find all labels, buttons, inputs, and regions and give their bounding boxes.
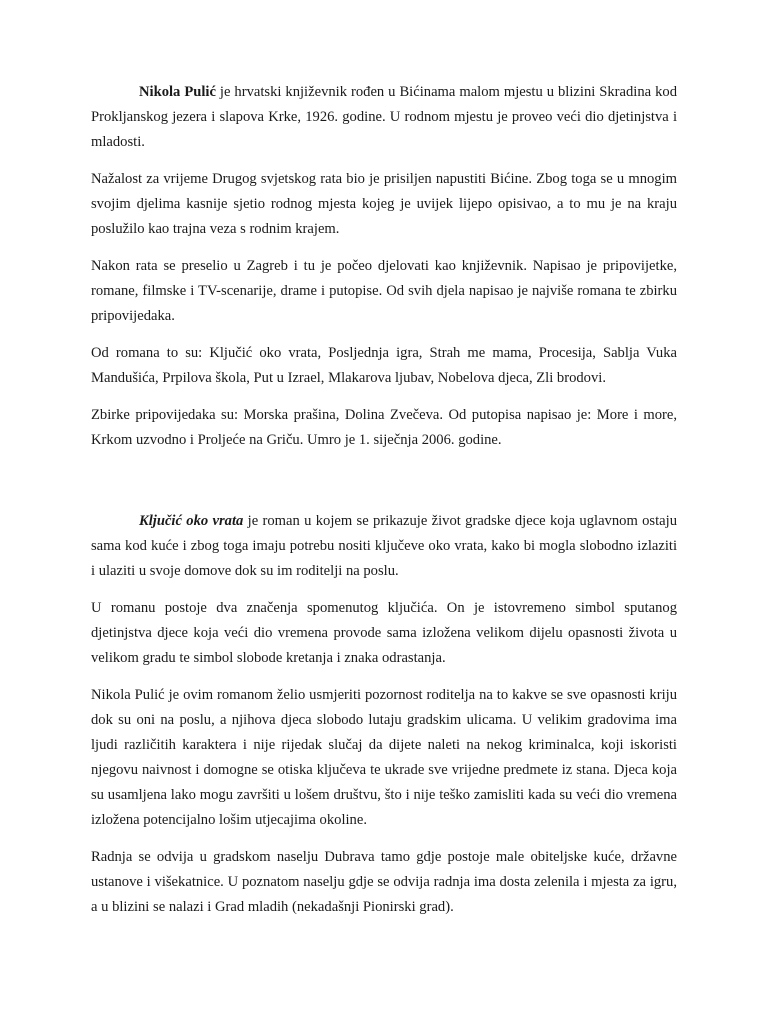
paragraph-stories-travelogues: Zbirke pripovijedaka su: Morska prašina, Dolina Zvečeva. Od putopisa napisao je: More i more, Krkom uzvodno i Proljeće na Griču. Umro je 1. siječnja 2006. godine. bbox=[91, 407, 677, 448]
novel-title: Ključić oko vrata bbox=[139, 513, 244, 529]
section-spacer bbox=[91, 465, 677, 509]
paragraph-author-intro bbox=[91, 80, 677, 155]
paragraph-novels-list: Od romana to su: Ključić oko vrata, Posljednja igra, Strah me mama, Procesija, Sablja Vuka Mandušića, Prpilova škola, Put u Izrael, Mlakarova ljubav, Nobelova djeca, Zli brodovi. bbox=[91, 345, 677, 386]
paragraph-key-meaning: U romanu postoje dva značenja spomenutog ključića. On je istovremeno simbol sputanog djetinjstva djece koja veći dio vremena provode sama izložena velikom dijelu opasnosti života u velikom gradu te simbol slobode kretanja i znaka odrastanja. bbox=[91, 600, 677, 666]
novel-intro-text: je roman u kojem se prikazuje život gradske djece koja uglavnom ostaju sama kod kuće i zbog toga imaju potrebu nositi ključeve oko vrata, kako bi mogla slobodno izlaziti i ulaziti u svoje domove dok su im roditelji na poslu. bbox=[91, 513, 677, 579]
document-page bbox=[91, 80, 677, 932]
paragraph-after-war: Nakon rata se preselio u Zagreb i tu je počeo djelovati kao književnik. Napisao je pripovijetke, romane, filmske i TV-scenarije, drame i putopise. Od svih djela napisao je najviše romana te zbirku pripovijedaka. bbox=[91, 258, 677, 324]
paragraph-war-period: Nažalost za vrijeme Drugog svjetskog rata bio je prisiljen napustiti Bićine. Zbog toga se u mnogim svojim djelima kasnije sjetio rodnog mjesta kojeg je uvijek lijepo opisivao, a to mu je na kraju poslužilo kao trajna veza s rodnim krajem. bbox=[91, 171, 677, 237]
paragraph-author-intent: Nikola Pulić je ovim romanom želio usmjeriti pozornost roditelja na to kakve se sve opasnosti kriju dok su oni na poslu, a njihova djeca slobodo lutaju gradskim ulicama. U velikim gradovima ima ljudi različitih karaktera i nije rijedak slučaj da dijete naleti na nekog kriminalca, koji iskoristi njegovu naivnost i domogne se otiska ključeva te ukrade sve vrijedne predmete iz stana. Djeca koja su usamljena lako mogu završiti u lošem društvu, što i nije teško zamisliti kada su veći dio vremena izložena potencijalno lošim utjecajima okoline. bbox=[91, 687, 677, 828]
author-name: Nikola Pulić bbox=[139, 84, 216, 100]
author-intro-text: je hrvatski književnik rođen u Bićinama malom mjestu u blizini Skradina kod Prokljanskog jezera i slapova Krke, 1926. godine. U rodnom mjestu je proveo veći dio djetinjstva i mladosti. bbox=[91, 84, 677, 150]
paragraph-novel-intro bbox=[91, 509, 677, 584]
paragraph-setting: Radnja se odvija u gradskom naselju Dubrava tamo gdje postoje male obiteljske kuće, državne ustanove i višekatnice. U poznatom naselju gdje se odvija radnja ima dosta zelenila i mjesta za igru, a u blizini se nalazi i Grad mladih (nekadašnji Pionirski grad). bbox=[91, 849, 677, 915]
